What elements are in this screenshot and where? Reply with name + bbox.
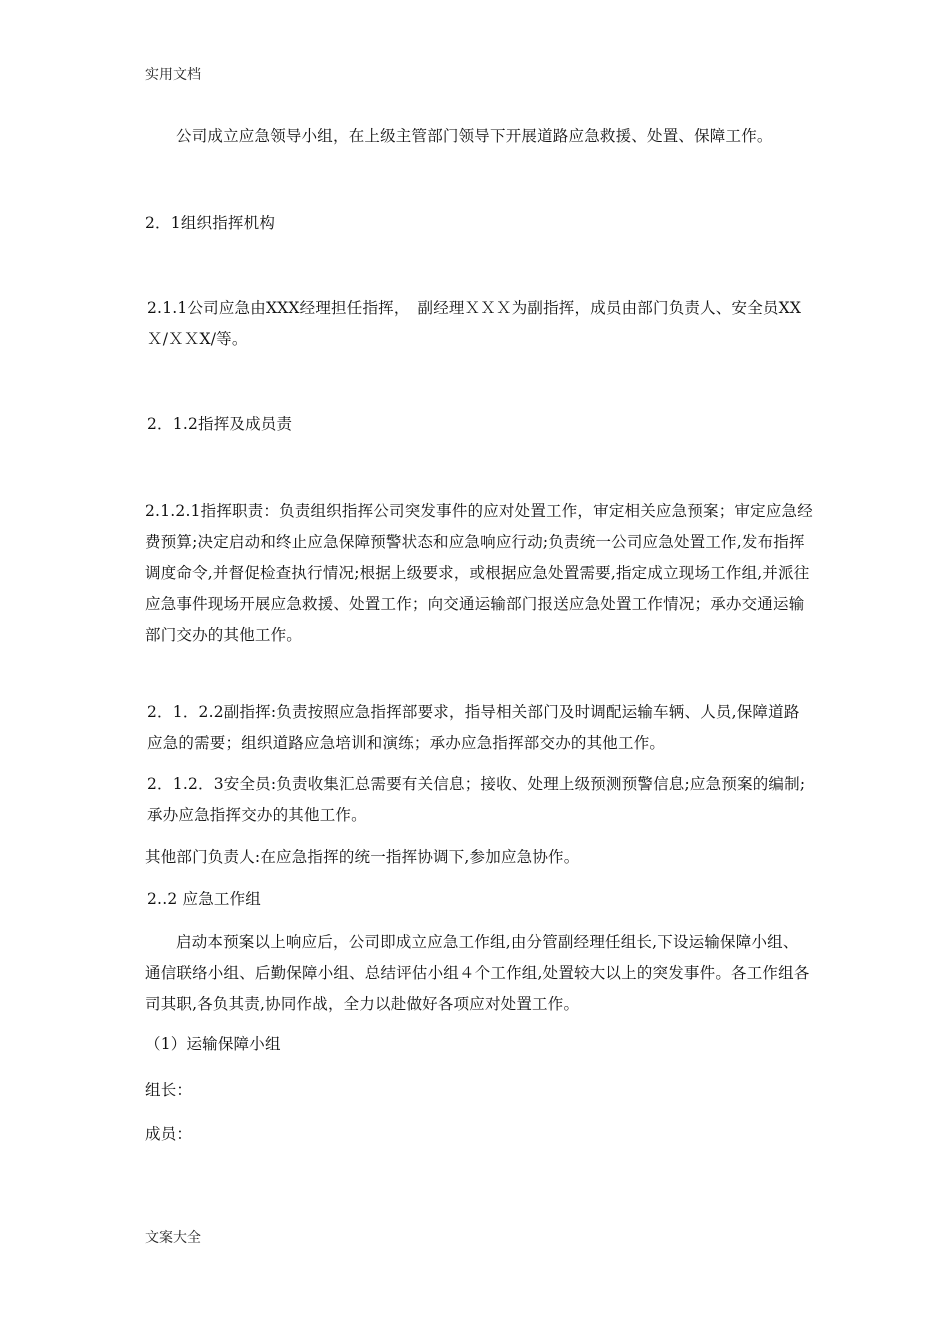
section-heading-2-2: 2..2 应急工作组 (147, 890, 262, 908)
section-heading-2-1: 2．1组织指挥机构 (145, 214, 276, 232)
page-footer: 文案大全 (145, 1230, 201, 1246)
section-heading-2-1-2: 2．1.2指挥及成员责 (147, 415, 293, 433)
group-members-label: 成员： (145, 1125, 193, 1143)
paragraph-2-1-2-1: 2.1.2.1指挥职责：负责组织指挥公司突发事件的应对处置工作，审定相关应急预案；审定应急经费预算;决定启动和终止应急保障预警状态和应急响应行动;负责统一公司应急处置工作,发布指挥调度命令,并督促检查执行情况;根据上级要求，或根据应急处置需要,指定成立现场工作组,并派往应急事件现场开展应急救援、处置工作；向交通运输部门报送应急处置工作情况；承办交通运输部门交办的其他工作。 (145, 502, 813, 644)
page-header: 实用文档 (145, 67, 201, 83)
group-leader-label: 组长： (145, 1081, 193, 1099)
paragraph-2-1-1: 2.1.1公司应急由XXX经理担任指挥， 副经理ＸＸＸ为副指挥，成员由部门负责人、安全员XXＸ/ＸＸX/等。 (147, 299, 802, 348)
paragraph-2-2-body: 启动本预案以上响应后，公司即成立应急工作组,由分管副经理任组长,下设运输保障小组、通信联络小组、后勤保障小组、总结评估小组４个工作组,处置较大以上的突发事件。各工作组各司其职,各负其责,协同作战，全力以赴做好各项应对处置工作。 (145, 933, 810, 1013)
intro-paragraph: 公司成立应急领导小组，在上级主管部门领导下开展道路应急救援、处置、保障工作。 (176, 127, 773, 145)
paragraph-2-1-2-3: 2．1.2．3安全员:负责收集汇总需要有关信息；接收、处理上级预测预警信息;应急预案的编制;承办应急指挥交办的其他工作。 (147, 775, 806, 824)
paragraph-2-1-2-2: 2．1．2.2副指挥:负责按照应急指挥部要求，指导相关部门及时调配运输车辆、人员,保障道路应急的需要；组织道路应急培训和演练；承办应急指挥部交办的其他工作。 (147, 703, 800, 752)
paragraph-other-departments: 其他部门负责人:在应急指挥的统一指挥协调下,参加应急协作。 (145, 848, 580, 866)
subgroup-heading-transport: （1）运输保障小组 (145, 1035, 281, 1053)
